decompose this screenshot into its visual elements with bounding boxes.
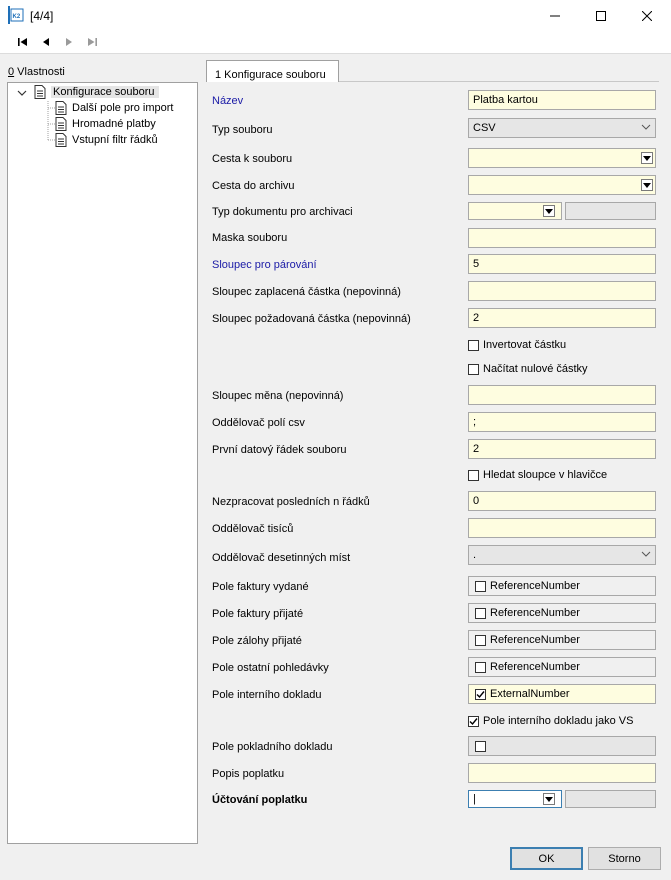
oddelovac-tisicu-label: Oddělovač tisíců xyxy=(212,523,294,535)
prvni-radek-label: První datový řádek souboru xyxy=(212,444,347,456)
document-icon xyxy=(55,117,67,131)
nazev-input[interactable]: Platba kartou xyxy=(468,90,656,110)
tab-divider xyxy=(339,81,659,82)
typ-dokumentu-label: Typ dokumentu pro archivaci xyxy=(212,206,353,218)
oddelovac-desetinnych-label: Oddělovač desetinných míst xyxy=(212,552,351,564)
pole-faktury-prijate-field[interactable]: ReferenceNumber xyxy=(468,603,656,623)
checkbox-box[interactable] xyxy=(468,340,479,351)
properties-label: 0 Vlastnosti xyxy=(8,66,65,78)
cesta-k-souboru-label: Cesta k souboru xyxy=(212,153,293,165)
pole-ostatni-field[interactable]: ReferenceNumber xyxy=(468,657,656,677)
sloupec-zaplacena-label: Sloupec zaplacená částka (nepovinná) xyxy=(212,286,401,298)
pole-zalohy-prijate-label: Pole zálohy přijaté xyxy=(212,635,302,647)
record-navigation-toolbar xyxy=(0,31,671,54)
uctovani-poplatku-combo[interactable]: | xyxy=(468,790,562,808)
svg-text:K2: K2 xyxy=(12,14,21,20)
checkbox-box[interactable] xyxy=(468,470,479,481)
document-icon xyxy=(34,85,46,99)
typ-souboru-select[interactable]: CSV xyxy=(468,118,656,138)
oddelovac-poli-label: Oddělovač polí csv xyxy=(212,417,305,429)
sloupec-mena-label: Sloupec měna (nepovinná) xyxy=(212,390,344,402)
pole-interniho-label: Pole interního dokladu xyxy=(212,689,322,701)
sloupec-parovani-input[interactable]: 5 xyxy=(468,254,656,274)
checkbox-box[interactable] xyxy=(475,608,486,619)
collapse-chevron-icon[interactable] xyxy=(17,88,27,98)
nezpracovat-label: Nezpracovat posledních n řádků xyxy=(212,496,370,508)
cesta-k-souboru-combo[interactable] xyxy=(468,148,656,168)
next-record-icon[interactable] xyxy=(60,34,78,50)
sloupec-mena-input[interactable] xyxy=(468,385,656,405)
last-record-icon[interactable] xyxy=(83,34,101,50)
chevron-down-icon xyxy=(641,549,651,559)
typ-souboru-label: Typ souboru xyxy=(212,124,273,136)
oddelovac-tisicu-input[interactable] xyxy=(468,518,656,538)
nazev-label: Název xyxy=(212,95,244,107)
popis-poplatku-label: Popis poplatku xyxy=(212,768,285,780)
title-bar xyxy=(0,0,671,31)
cancel-button[interactable]: Storno xyxy=(588,847,661,870)
maska-souboru-input[interactable] xyxy=(468,228,656,248)
maska-souboru-label: Maska souboru xyxy=(212,232,288,244)
checkbox-box[interactable] xyxy=(475,662,486,673)
oddelovac-poli-input[interactable]: ; xyxy=(468,412,656,432)
checkbox-box[interactable] xyxy=(475,581,486,592)
pole-pokladniho-field[interactable] xyxy=(468,736,656,756)
dropdown-arrow-icon[interactable] xyxy=(543,205,555,217)
checkbox-box[interactable] xyxy=(468,716,479,727)
pole-ostatni-label: Pole ostatní pohledávky xyxy=(212,662,329,674)
checkbox-box[interactable] xyxy=(475,635,486,646)
dropdown-arrow-icon[interactable] xyxy=(543,793,555,805)
uctovani-poplatku-name-field xyxy=(565,790,656,808)
nezpracovat-input[interactable]: 0 xyxy=(468,491,656,511)
sloupec-pozadovana-input[interactable]: 2 xyxy=(468,308,656,328)
k2-app-icon xyxy=(8,6,24,24)
document-icon xyxy=(55,133,67,147)
checkbox-box[interactable] xyxy=(475,741,486,752)
oddelovac-desetinnych-select[interactable]: . xyxy=(468,545,656,565)
tab-konfigurace-souboru[interactable]: 1 Konfigurace souboru xyxy=(206,60,339,82)
window-title: [4/4] xyxy=(30,9,54,23)
checkmark-icon xyxy=(476,690,485,699)
ok-button[interactable]: OK xyxy=(510,847,583,870)
pole-interniho-field[interactable]: ExternalNumber xyxy=(468,684,656,704)
typ-dokumentu-name-field xyxy=(565,202,656,220)
maximize-icon[interactable] xyxy=(578,0,624,31)
cesta-do-archivu-label: Cesta do archivu xyxy=(212,180,295,192)
document-icon xyxy=(55,101,67,115)
sloupec-pozadovana-label: Sloupec požadovaná částka (nepovinná) xyxy=(212,313,411,325)
tree-item-hromadne-platby[interactable]: Hromadné platby xyxy=(55,116,156,132)
invertovat-checkbox[interactable]: Invertovat částku xyxy=(468,339,566,351)
uctovani-poplatku-label: Účtování poplatku xyxy=(212,794,308,806)
checkbox-box[interactable] xyxy=(468,364,479,375)
nacitat-nulove-checkbox[interactable]: Načítat nulové částky xyxy=(468,363,588,375)
dropdown-arrow-icon[interactable] xyxy=(641,152,653,164)
previous-record-icon[interactable] xyxy=(37,34,55,50)
sloupec-zaplacena-input[interactable] xyxy=(468,281,656,301)
prvni-radek-input[interactable]: 2 xyxy=(468,439,656,459)
minimize-icon[interactable] xyxy=(532,0,578,31)
popis-poplatku-input[interactable] xyxy=(468,763,656,783)
first-record-icon[interactable] xyxy=(14,34,32,50)
hledat-sloupce-checkbox[interactable]: Hledat sloupce v hlavičce xyxy=(468,469,607,481)
checkbox-box[interactable] xyxy=(475,689,486,700)
pole-faktury-vydane-field[interactable]: ReferenceNumber xyxy=(468,576,656,596)
pole-faktury-vydane-label: Pole faktury vydané xyxy=(212,581,309,593)
tree-item-konfigurace-souboru[interactable]: Konfigurace souboru xyxy=(34,84,159,100)
pole-faktury-prijate-label: Pole faktury přijaté xyxy=(212,608,304,620)
pole-zalohy-prijate-field[interactable]: ReferenceNumber xyxy=(468,630,656,650)
typ-dokumentu-combo[interactable] xyxy=(468,202,562,220)
close-icon[interactable] xyxy=(624,0,670,31)
properties-tree xyxy=(7,82,198,844)
pole-interniho-vs-checkbox[interactable]: Pole interního dokladu jako VS xyxy=(468,715,633,727)
tree-item-dalsi-pole[interactable]: Další pole pro import xyxy=(55,100,174,116)
cesta-do-archivu-combo[interactable] xyxy=(468,175,656,195)
dropdown-arrow-icon[interactable] xyxy=(641,179,653,191)
chevron-down-icon xyxy=(641,122,651,132)
sloupec-parovani-label: Sloupec pro párování xyxy=(212,259,317,271)
pole-pokladniho-label: Pole pokladního dokladu xyxy=(212,741,333,753)
checkmark-icon xyxy=(469,717,478,726)
tree-item-vstupni-filtr[interactable]: Vstupní filtr řádků xyxy=(55,132,158,148)
